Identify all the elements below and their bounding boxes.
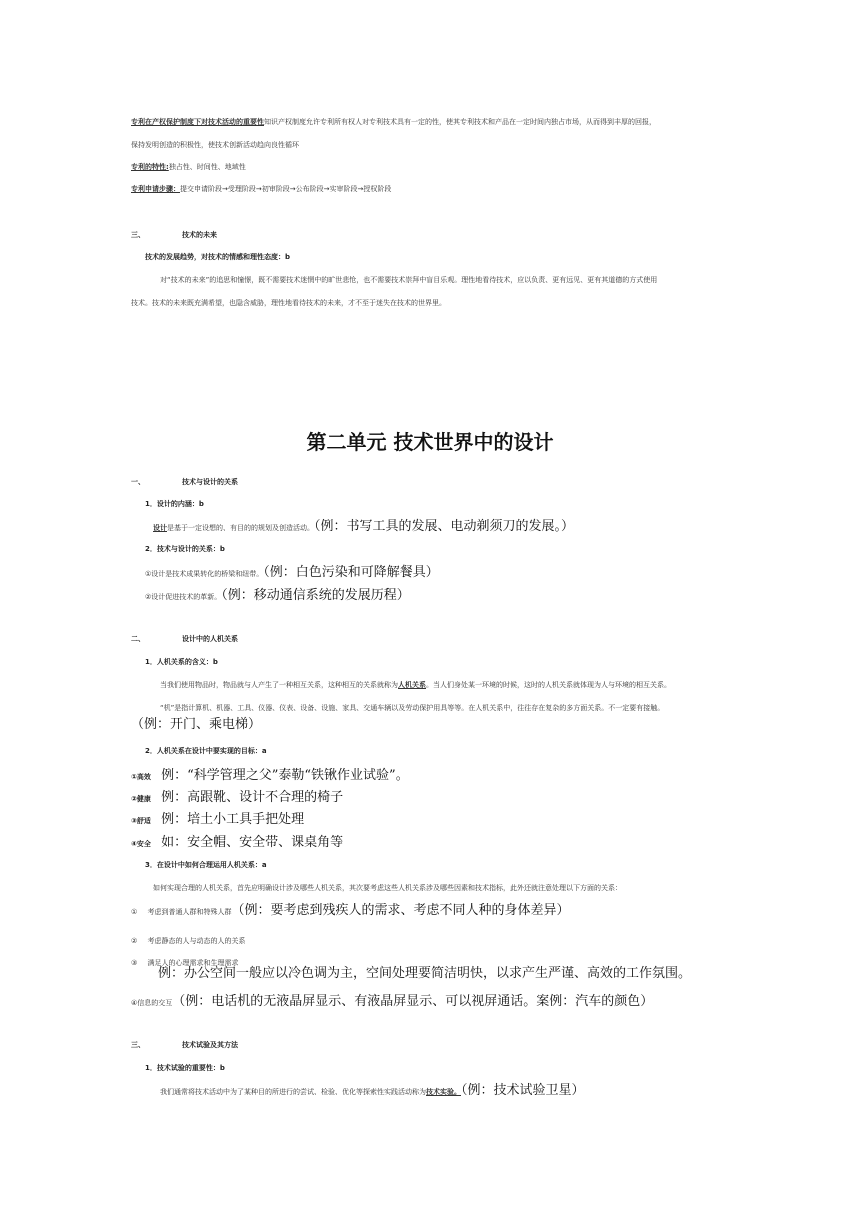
goal-item-1-label: ①高效	[131, 773, 151, 781]
design-meaning-heading: 1．设计的内涵：b	[145, 500, 204, 508]
relation-item-2-text: ②设计促进技术的革新。	[145, 593, 222, 601]
hmr-paragraph-2-example: （例：开门、乘电梯）	[131, 717, 262, 732]
design-example: （例：书写工具的发展、电动剃须刀的发展。）	[314, 519, 575, 534]
apply-item-1-text: 考虑到普通人群和特殊人群	[147, 908, 232, 916]
section-three-subheading: 技术的发展趋势，对技术的情感和理性态度：b	[145, 253, 291, 261]
section-three-title: 技术的未来	[182, 231, 217, 239]
design-keyword: 设计	[153, 524, 167, 532]
hmr-meaning-heading: 1．人机关系的含义：b	[145, 658, 218, 666]
apply-item-1-label: ①	[131, 908, 138, 916]
hmr-goals-heading: 2．人机关系在设计中要实现的目标：a	[145, 747, 267, 755]
unit-title: 第二单元 技术世界中的设计	[306, 430, 554, 454]
apply-item-4-example: （例：电话机的无液晶屏显示、有液晶屏显示、可以视屏通话。案例：汽车的颜色）	[172, 994, 654, 1009]
hmr-paragraph-1-a: 当我们使用物品时，物品就与人产生了一种相互关系，这种相互的关系就称为	[160, 681, 398, 689]
hmr-paragraph-2: “机”是指计算机、机器、工具、仪器、仪表、设备、设施、家具、交通车辆以及劳动保护用具等等。在人机关系中，往往存在复杂的多方面关系。不一定要有接触。	[160, 704, 665, 712]
relation-item-2	[145, 584, 410, 604]
tech-test-paragraph	[160, 1079, 585, 1099]
goal-item-2-label: ②健康	[131, 795, 151, 803]
tech-test-importance-heading: 1．技术试验的重要性：b	[145, 1064, 225, 1072]
part-three-number: 三、	[131, 1041, 145, 1049]
patent-feature-text: 独占性、时间性、地域性	[168, 163, 246, 171]
goal-item-4	[131, 831, 343, 851]
section-three-paragraph-1: 对“技术的未来”的追思和憧憬，既不需要技术迷惘中的旷世悲怆，也不需要技术崇拜中盲目乐观。理性地看待技术，应以负责、更有远见、更有其道德的方式使用	[160, 276, 658, 284]
hmr-paragraph-1	[160, 681, 671, 689]
patent-steps-line	[131, 185, 391, 193]
patent-importance-line	[131, 118, 656, 126]
goal-item-2	[131, 786, 343, 806]
goal-item-2-text: 例：高跟靴、设计不合理的椅子	[161, 790, 344, 805]
apply-item-3-label: ③	[131, 959, 138, 967]
patent-importance-text-2: 保持发明创造的积极性，使技术创新活动趋向良性循环	[131, 141, 299, 149]
patent-importance-heading: 专利在产权保护制度下对技术活动的重要性	[131, 118, 264, 126]
design-definition: 是基于一定设想的、有目的的规划及创造活动。	[167, 524, 314, 532]
apply-item-1-example: （例：要考虑到残疾人的需求、考虑不同人种的身体差异）	[231, 903, 570, 918]
goal-item-1	[131, 764, 409, 784]
hmr-apply-intro: 如何实现合理的人机关系，首先应明确设计涉及哪些人机关系，其次要考虑这些人机关系涉及哪些因素和技术指标，此外还就注意处理以下方面的关系：	[153, 884, 622, 892]
tech-design-relation-heading: 2．技术与设计的关系：b	[145, 545, 225, 553]
part-one-number: 一、	[131, 478, 145, 486]
hmr-paragraph-1-b: 。当人们身处某一环境的时候，这时的人机关系就体现为人与环境的相互关系。	[426, 681, 671, 689]
relation-item-1-text: ①设计是技术成果转化的桥梁和纽带。	[145, 570, 264, 578]
patent-steps-heading: 专利申请步骤：	[131, 185, 180, 193]
goal-item-3-text: 例：培土小工具手把处理	[161, 812, 305, 827]
part-two-title: 设计中的人机关系	[182, 635, 238, 643]
apply-item-3-example: 例：办公空间一般应以冷色调为主，空间处理要简洁明快，以求产生严谨、高效的工作氛围。	[158, 966, 692, 981]
design-meaning-line	[153, 515, 574, 535]
relation-item-2-example: （例：移动通信系统的发展历程）	[221, 588, 410, 603]
goal-item-4-text: 如：安全帽、安全带、课桌角等	[161, 835, 344, 850]
apply-item-3-text: 满足人的心理需求和生理需求	[147, 959, 239, 967]
tech-test-example: （例：技术试验卫星）	[461, 1083, 585, 1098]
section-three-paragraph-2: 技术。技术的未来既充满希望，也隐含威胁，理性地看待技术的未来，才不至于迷失在技术的世界里。	[131, 299, 446, 307]
goal-item-4-label: ④安全	[131, 840, 151, 848]
apply-item-2-text: 考虑静态的人与动态的人的关系	[147, 937, 246, 945]
tech-test-paragraph-text: 我们通常将技术活动中为了某种目的所进行的尝试、检验、优化等探索性实践活动称为	[160, 1088, 426, 1096]
hmr-apply-heading: 3．在设计中如何合理运用人机关系：a	[145, 861, 267, 869]
apply-item-4	[131, 990, 653, 1010]
section-three-number: 三、	[131, 231, 145, 239]
tech-test-keyword: 技术实验。	[426, 1088, 461, 1096]
patent-importance-text: 知识产权制度允许专利所有权人对专利技术具有一定的性，使其专利技术和产品在一定时间内独占市场，从而得到丰厚的回报，	[264, 118, 656, 126]
part-two-number: 二、	[131, 635, 145, 643]
patent-feature-line	[131, 163, 246, 171]
apply-item-1	[131, 899, 569, 919]
relation-item-1	[145, 561, 439, 581]
relation-item-1-example: （例：白色污染和可降解餐具）	[263, 565, 439, 580]
part-one-title: 技术与设计的关系	[182, 478, 238, 486]
apply-item-4-text: ④信息的交互	[131, 999, 173, 1007]
patent-steps-text: 提交申请阶段→受理阶段→初审阶段→公布阶段→实审阶段→授权阶段	[180, 185, 392, 193]
goal-item-1-text: 例：“科学管理之父”泰勒“铁锹作业试验”。	[161, 768, 409, 783]
patent-feature-heading: 专利的特性:	[131, 163, 169, 171]
goal-item-3	[131, 808, 304, 828]
hmr-keyword: 人机关系	[398, 681, 426, 689]
apply-item-2	[131, 928, 245, 947]
part-three-title: 技术试验及其方法	[182, 1041, 238, 1049]
goal-item-3-label: ③舒适	[131, 817, 151, 825]
apply-item-2-label: ②	[131, 937, 138, 945]
